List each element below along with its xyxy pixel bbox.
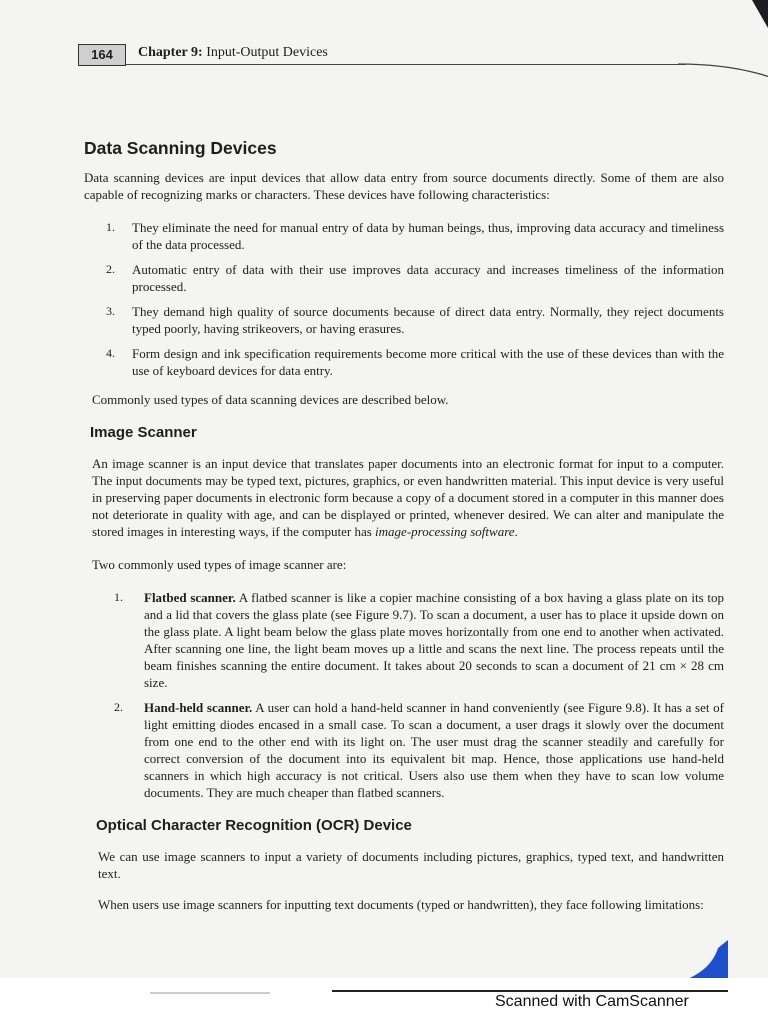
section-title-image-scanner: Image Scanner — [90, 424, 197, 441]
list-item — [114, 699, 724, 801]
header-curve-line — [678, 56, 768, 136]
section-title-ocr: Optical Character Recognition (OCR) Device — [96, 817, 412, 834]
section-title-data-scanning: Data Scanning Devices — [84, 138, 277, 158]
footer-smudge — [150, 992, 270, 994]
chapter-label: Chapter 9: — [138, 45, 203, 60]
page-header — [78, 44, 722, 66]
page-content — [84, 140, 724, 923]
ocr-paragraph-2: When users use image scanners for inputting text documents (typed or handwritten), they face following limitations: — [98, 897, 704, 912]
list-item — [106, 261, 724, 295]
list-item — [114, 589, 724, 691]
list-item — [106, 219, 724, 253]
image-processing-term: image-processing software — [375, 524, 515, 539]
list-item — [106, 303, 724, 337]
data-scanning-intro: Data scanning devices are input devices that allow data entry from source documents directly. Some of them are also capable of recognizing marks or characters. These devices have following characteristics: — [84, 170, 724, 202]
image-scanner-text: An image scanner is an input device that translates paper documents into an electronic format for input to a computer. The input documents may be typed text, pictures, graphics, or even handwritten material. This input device is very useful in preserving paper documents in electronic form because a copy of a document stored in a computer in this manner does not deteriorate in quality with age, and can be displayed or printed, whenever desired. We can alter and manipulate the stored images in interesting ways, if the computer has — [92, 456, 724, 539]
list-number: 1. — [114, 590, 123, 604]
image-scanner-end: . — [514, 524, 518, 539]
list-text: They demand high quality of source documents because of direct data entry. Normally, they reject documents typed poorly, having strikeovers, or having erasures. — [132, 304, 724, 336]
scanner-types-intro: Two commonly used types of image scanner are: — [92, 557, 347, 572]
list-number: 2. — [114, 700, 123, 714]
flatbed-scanner-term: Flatbed scanner. — [144, 590, 236, 605]
chapter-name: Input-Output Devices — [206, 45, 328, 60]
ocr-paragraph-1: We can use image scanners to input a variety of documents including pictures, graphics, typed text, and handwritten text. — [98, 849, 724, 881]
handheld-scanner-term: Hand-held scanner. — [144, 700, 253, 715]
list-number: 4. — [106, 346, 115, 360]
list-text: A flatbed scanner is like a copier machine consisting of a box having a glass plate on its top and a lid that covers the glass plate (see Figure 9.7). To scan a document, a user has to place it upside down on the glass plate. A light beam below the glass plate moves horizontally from one end to another when activated. After scanning one line, the light beam moves up a little and scans the next line. The process repeats until the beam finishes scanning the entire document. It takes about 20 seconds to scan a document of 21 cm × 28 cm size. — [144, 590, 724, 690]
list-item — [106, 345, 724, 379]
list-text: Automatic entry of data with their use improves data accuracy and increases timeliness of the information processed. — [132, 262, 724, 294]
image-scanner-paragraph — [84, 455, 724, 540]
data-scanning-closing: Commonly used types of data scanning devices are described below. — [92, 392, 449, 407]
list-text: A user can hold a hand-held scanner in hand conveniently (see Figure 9.8). It has a set of light emitting diodes encased in a small case. To scan a document, a user drags it slowly over the document from one end to the other end with its light on. The user must drag the scanner steadily and carefully for correct conversion of the document into its equivalent bit map. Hence, those applications use hand-held scanners in which high accuracy is not critical. Users also use them when they have to scan low volume documents. They are much cheaper than flatbed scanners. — [144, 700, 724, 800]
list-text: They eliminate the need for manual entry of data by human beings, thus, improving data accuracy and timeliness of the data processed. — [132, 220, 724, 252]
scanner-watermark: Scanned with CamScanner — [495, 993, 689, 1010]
list-number: 3. — [106, 304, 115, 318]
list-text: Form design and ink specification requirements become more critical with the use of these devices than with the use of keyboard devices for data entry. — [132, 346, 724, 378]
chapter-title — [138, 45, 328, 61]
scanner-types-list — [114, 589, 724, 801]
header-rule — [126, 64, 686, 65]
characteristics-list — [106, 219, 724, 379]
footer-rule — [332, 990, 728, 992]
list-number: 1. — [106, 220, 115, 234]
corner-shadow — [752, 0, 768, 28]
page-number: 164 — [78, 44, 126, 66]
list-number: 2. — [106, 262, 115, 276]
